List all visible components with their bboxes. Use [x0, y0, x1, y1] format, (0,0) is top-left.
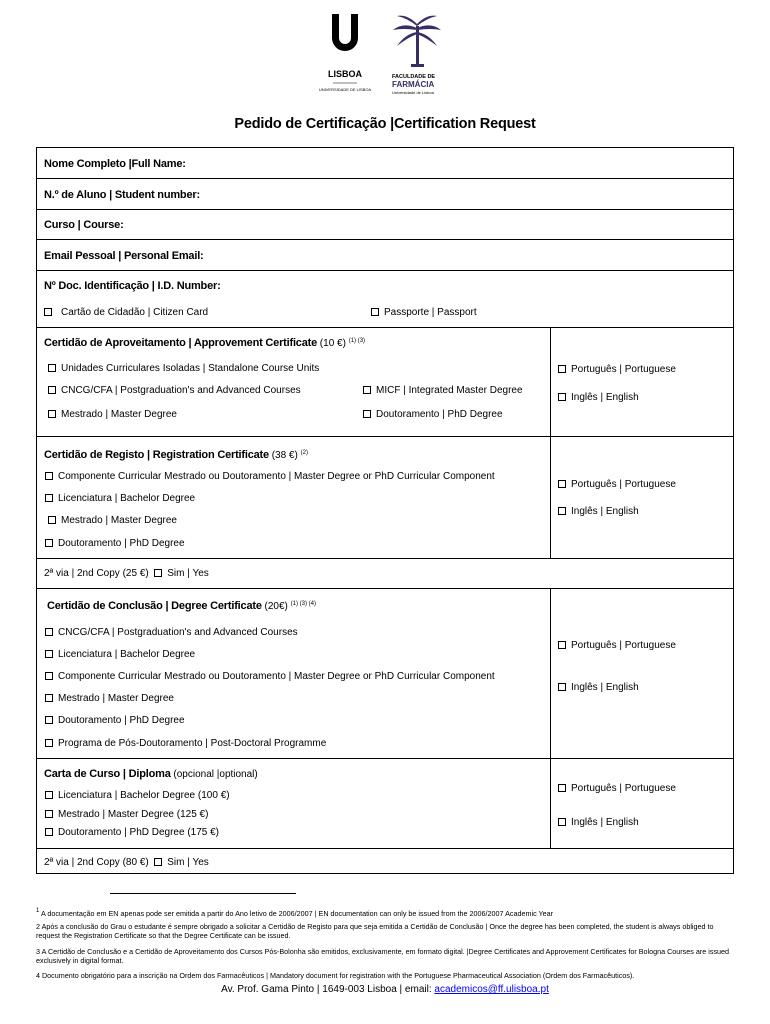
approvement-lang-en[interactable]: Inglês | English	[558, 392, 639, 404]
checkbox-icon[interactable]	[558, 683, 566, 691]
svg-text:Universidade de Lisboa: Universidade de Lisboa	[392, 90, 434, 95]
checkbox-icon[interactable]	[154, 569, 162, 577]
page-footer: Av. Prof. Gama Pinto | 1649-003 Lisboa | email: academicos@ff.ulisboa.pt	[221, 984, 549, 995]
email-link[interactable]: academicos@ff.ulisboa.pt	[434, 984, 549, 995]
course-field[interactable]: Curso | Course:	[44, 219, 124, 231]
registration-phd-option[interactable]: Doutoramento | PhD Degree	[45, 538, 185, 550]
conclusion-phd-option[interactable]: Doutoramento | PhD Degree	[45, 715, 185, 727]
checkbox-icon[interactable]	[45, 716, 53, 724]
conclusion-component-option[interactable]: Componente Curricular Mestrado ou Doutoramento | Master Degree or PhD Curricular Component	[45, 671, 495, 683]
citizen-card-option[interactable]: Cartão de Cidadão | Citizen Card	[44, 307, 208, 319]
full-name-field[interactable]: Nome Completo |Full Name:	[44, 158, 186, 170]
checkbox-icon[interactable]	[363, 410, 371, 418]
footnote-3: 3 A Certidão de Conclusão e a Certidão de Aproveitamento dos Cursos Pós-Bolonha são emitidos, exclusivamente, em formato digital. |Degree Certificates and Approvement Certificates for Bologna Courses are issued exclusively in digital format.	[36, 947, 730, 965]
conclusion-lang-pt[interactable]: Português | Portuguese	[558, 640, 676, 652]
checkbox-icon[interactable]	[48, 516, 56, 524]
checkbox-icon[interactable]	[45, 694, 53, 702]
copy-80: 2ª via | 2nd Copy (80 €) Sim | Yes	[44, 857, 209, 868]
email-field[interactable]: Email Pessoal | Personal Email:	[44, 250, 204, 262]
registration-master-option[interactable]: Mestrado | Master Degree	[48, 515, 177, 527]
svg-text:LISBOA: LISBOA	[327, 69, 363, 79]
conclusion-lic-option[interactable]: Licenciatura | Bachelor Degree	[45, 649, 195, 661]
footnote-2: 2 Após a conclusão do Grau o estudante é sempre obrigado a solicitar a Certidão de Registo para que seja emitida a Certidão de Conclusão | Once the degree has been completed, the student is always obliged to request the Registration Certificate so that the Degree Certificate can be issued.	[36, 922, 714, 940]
checkbox-icon[interactable]	[45, 828, 53, 836]
registration-lic-option[interactable]: Licenciatura | Bachelor Degree	[45, 493, 195, 505]
passport-option[interactable]: Passporte | Passport	[371, 307, 477, 319]
checkbox-icon[interactable]	[558, 393, 566, 401]
checkbox-icon[interactable]	[48, 410, 56, 418]
conclusion-cncg-option[interactable]: CNCG/CFA | Postgraduation's and Advanced Courses	[45, 627, 298, 639]
checkbox-icon[interactable]	[45, 672, 53, 680]
checkbox-icon[interactable]	[371, 308, 379, 316]
svg-text:FARMÁCIA: FARMÁCIA	[392, 80, 435, 89]
approvement-units-option[interactable]: Unidades Curriculares Isoladas | Standalone Course Units	[48, 363, 319, 375]
checkbox-icon[interactable]	[558, 641, 566, 649]
registration-lang-en[interactable]: Inglês | English	[558, 506, 639, 518]
svg-text:UNIVERSIDADE DE LISBOA: UNIVERSIDADE DE LISBOA	[318, 87, 372, 92]
copy-25: 2ª via | 2nd Copy (25 €) Sim | Yes	[44, 568, 209, 579]
conclusion-master-option[interactable]: Mestrado | Master Degree	[45, 693, 174, 705]
checkbox-icon[interactable]	[558, 784, 566, 792]
footnote-4: 4 Documento obrigatório para a inscrição na Ordem dos Farmacêuticos | Mandatory document for registration with the Portuguese Pharmaceutical Association (Ordem dos Farmacêuticos).	[36, 971, 635, 980]
checkbox-icon[interactable]	[363, 386, 371, 394]
id-number-field[interactable]: Nº Doc. Identificação | I.D. Number:	[44, 280, 221, 292]
footnote-1: $^1$ A documentação em EN apenas pode ser emitida a partir do Ano letivo de 2006/2007 | EN documentation can only be issued from the 2006/2007 Academic Year	[36, 908, 554, 918]
student-number-field[interactable]: N.º de Aluno | Student number:	[44, 189, 200, 201]
svg-text:FACULDADE DE: FACULDADE DE	[392, 74, 436, 80]
conclusion-title: Certidão de Conclusão | Degree Certificate (20€) $^{(1) (3) (4)}$	[47, 600, 316, 612]
conclusion-lang-en[interactable]: Inglês | English	[558, 682, 639, 694]
checkbox-icon[interactable]	[558, 818, 566, 826]
checkbox-icon[interactable]	[45, 539, 53, 547]
diploma-master-option[interactable]: Mestrado | Master Degree (125 €)	[45, 809, 208, 821]
diploma-phd-option[interactable]: Doutoramento | PhD Degree (175 €)	[45, 827, 219, 839]
approvement-micf-option[interactable]: MICF | Integrated Master Degree	[363, 385, 523, 397]
checkbox-icon[interactable]	[154, 858, 162, 866]
checkbox-icon[interactable]	[45, 791, 53, 799]
checkbox-icon[interactable]	[48, 386, 56, 394]
diploma-lic-option[interactable]: Licenciatura | Bachelor Degree (100 €)	[45, 790, 230, 802]
approvement-phd-option[interactable]: Doutoramento | PhD Degree	[363, 409, 503, 421]
checkbox-icon[interactable]	[48, 364, 56, 372]
registration-component-option[interactable]: Componente Curricular Mestrado ou Doutoramento | Master Degree or PhD Curricular Component	[45, 471, 495, 483]
checkbox-icon[interactable]	[558, 365, 566, 373]
checkbox-icon[interactable]	[45, 739, 53, 747]
diploma-lang-en[interactable]: Inglês | English	[558, 817, 639, 829]
checkbox-icon[interactable]	[558, 480, 566, 488]
approvement-lang-pt[interactable]: Português | Portuguese	[558, 364, 676, 376]
registration-lang-pt[interactable]: Português | Portuguese	[558, 479, 676, 491]
checkbox-icon[interactable]	[45, 494, 53, 502]
certification-form	[36, 147, 734, 874]
checkbox-icon[interactable]	[45, 472, 53, 480]
approvement-cncg-option[interactable]: CNCG/CFA | Postgraduation's and Advanced Courses	[48, 385, 301, 397]
checkbox-icon[interactable]	[45, 810, 53, 818]
faculty-logo	[318, 12, 450, 104]
approvement-master-option[interactable]: Mestrado | Master Degree	[48, 409, 177, 421]
diploma-title: Carta de Curso | Diploma (opcional |optional)	[44, 768, 258, 780]
checkbox-icon[interactable]	[558, 507, 566, 515]
conclusion-postdoc-option[interactable]: Programa de Pós-Doutoramento | Post-Doctoral Programme	[45, 738, 326, 750]
approvement-title: Certidão de Aproveitamento | Approvement Certificate (10 €) $^{(1) (3)}$	[44, 337, 366, 349]
page-title: Pedido de Certificação |Certification Request	[234, 116, 536, 132]
checkbox-icon[interactable]	[45, 650, 53, 658]
checkbox-icon[interactable]	[44, 308, 52, 316]
diploma-lang-pt[interactable]: Português | Portuguese	[558, 783, 676, 795]
footnote-divider	[110, 893, 296, 894]
checkbox-icon[interactable]	[45, 628, 53, 636]
registration-title: Certidão de Registo | Registration Certificate (38 €) $^{(2)}$	[44, 449, 308, 461]
